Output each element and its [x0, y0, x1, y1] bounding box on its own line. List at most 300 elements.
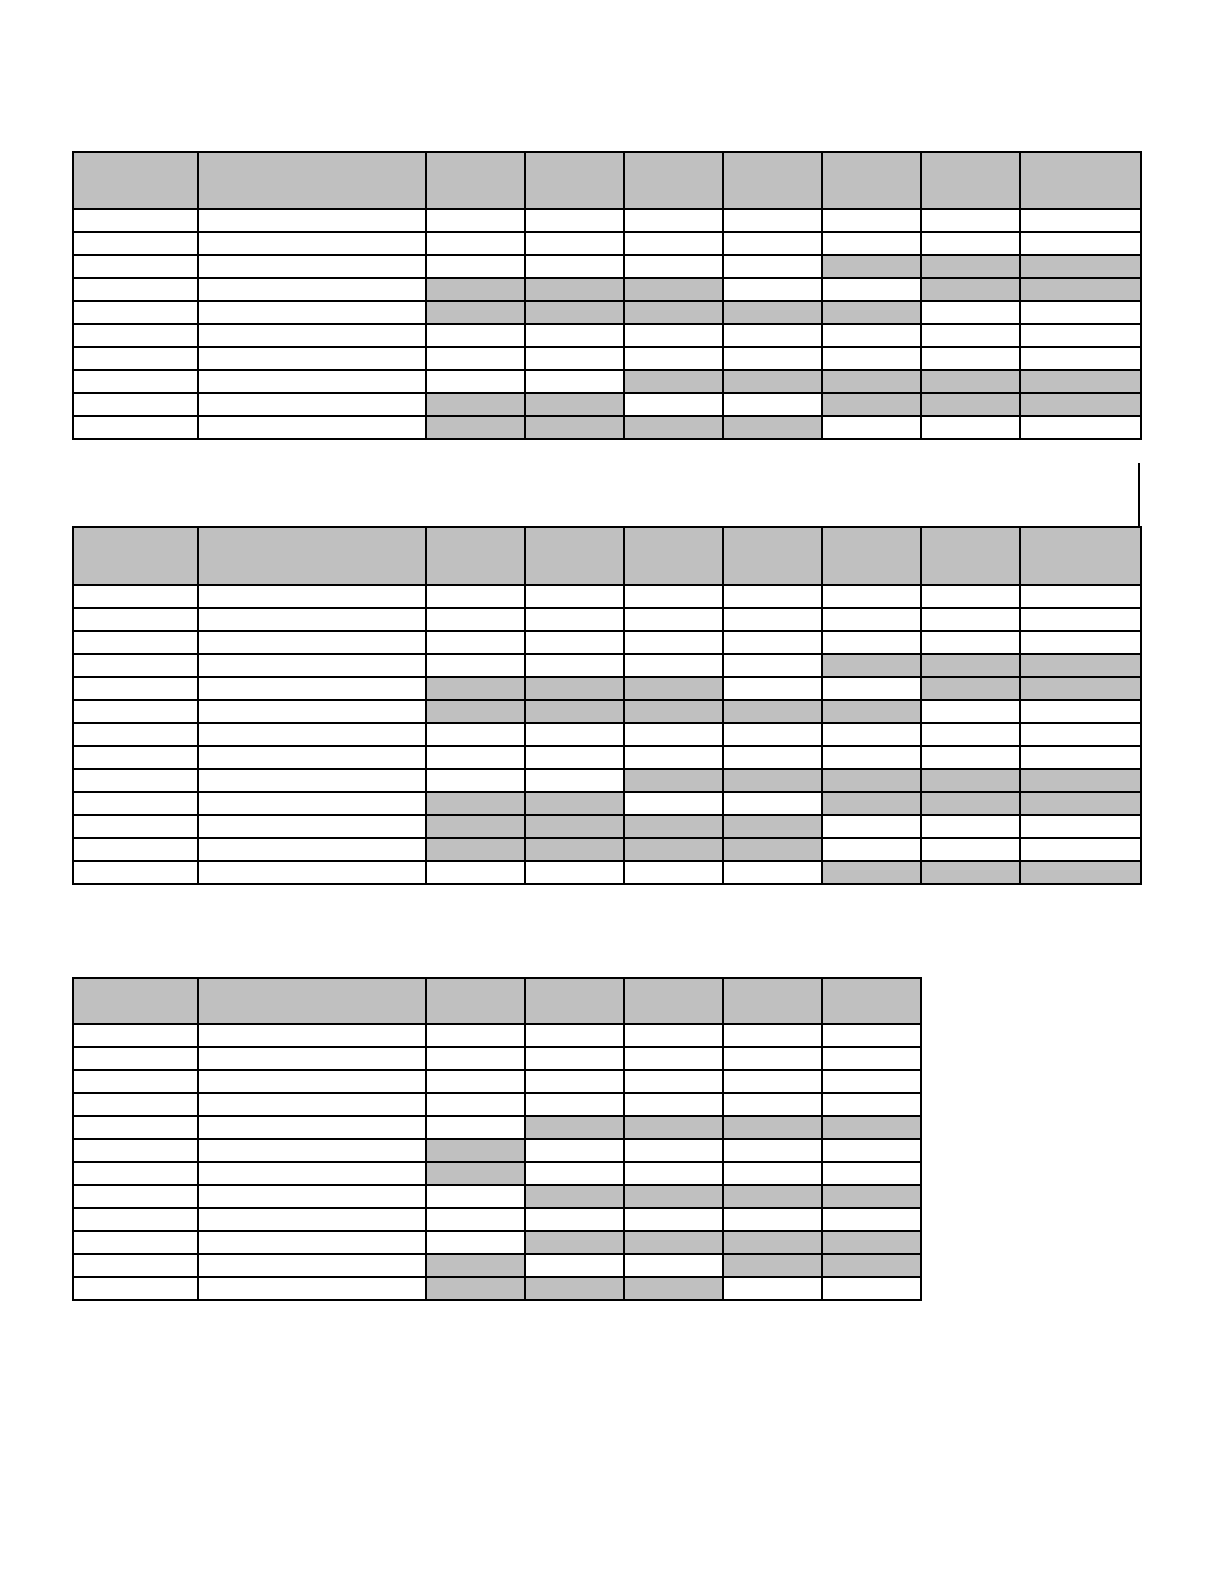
name-cell[interactable] — [198, 723, 426, 746]
blank-cell[interactable] — [822, 278, 921, 301]
shaded-cell[interactable] — [822, 654, 921, 677]
blank-cell[interactable] — [822, 838, 921, 861]
blank-cell[interactable] — [723, 232, 822, 255]
shaded-cell[interactable] — [822, 1116, 921, 1139]
blank-cell[interactable] — [723, 1277, 822, 1300]
shaded-cell[interactable] — [921, 677, 1020, 700]
blank-cell[interactable] — [426, 370, 525, 393]
blank-cell[interactable] — [921, 746, 1020, 769]
blank-cell[interactable] — [624, 393, 723, 416]
id-cell[interactable] — [73, 1070, 198, 1093]
blank-cell[interactable] — [624, 723, 723, 746]
shaded-cell[interactable] — [822, 792, 921, 815]
shaded-cell[interactable] — [822, 255, 921, 278]
blank-cell[interactable] — [426, 1070, 525, 1093]
shaded-cell[interactable] — [426, 677, 525, 700]
blank-cell[interactable] — [525, 1139, 624, 1162]
blank-cell[interactable] — [426, 769, 525, 792]
blank-cell[interactable] — [426, 1047, 525, 1070]
blank-cell[interactable] — [426, 1024, 525, 1047]
blank-cell[interactable] — [723, 347, 822, 370]
blank-cell[interactable] — [426, 1116, 525, 1139]
shaded-cell[interactable] — [822, 393, 921, 416]
name-cell[interactable] — [198, 700, 426, 723]
shaded-cell[interactable] — [525, 1116, 624, 1139]
name-cell[interactable] — [198, 608, 426, 631]
id-cell[interactable] — [73, 815, 198, 838]
blank-cell[interactable] — [723, 1047, 822, 1070]
blank-cell[interactable] — [525, 1162, 624, 1185]
blank-cell[interactable] — [426, 1185, 525, 1208]
blank-cell[interactable] — [1020, 631, 1141, 654]
id-cell[interactable] — [73, 324, 198, 347]
shaded-cell[interactable] — [624, 1185, 723, 1208]
name-cell[interactable] — [198, 815, 426, 838]
id-cell[interactable] — [73, 1162, 198, 1185]
blank-cell[interactable] — [1020, 347, 1141, 370]
shaded-cell[interactable] — [1020, 654, 1141, 677]
shaded-cell[interactable] — [723, 1116, 822, 1139]
blank-cell[interactable] — [822, 1047, 921, 1070]
blank-cell[interactable] — [723, 1162, 822, 1185]
shaded-cell[interactable] — [624, 1231, 723, 1254]
shaded-cell[interactable] — [525, 815, 624, 838]
blank-cell[interactable] — [1020, 746, 1141, 769]
blank-cell[interactable] — [624, 1254, 723, 1277]
id-cell[interactable] — [73, 278, 198, 301]
name-cell[interactable] — [198, 416, 426, 439]
name-cell[interactable] — [198, 585, 426, 608]
blank-cell[interactable] — [426, 654, 525, 677]
blank-cell[interactable] — [822, 1070, 921, 1093]
blank-cell[interactable] — [525, 1047, 624, 1070]
blank-cell[interactable] — [822, 608, 921, 631]
header-cell — [73, 527, 198, 585]
shaded-cell[interactable] — [723, 370, 822, 393]
blank-cell[interactable] — [624, 746, 723, 769]
shaded-cell[interactable] — [525, 1277, 624, 1300]
shaded-cell[interactable] — [624, 677, 723, 700]
name-cell[interactable] — [198, 1024, 426, 1047]
blank-cell[interactable] — [1020, 838, 1141, 861]
id-cell[interactable] — [73, 347, 198, 370]
shaded-cell[interactable] — [426, 393, 525, 416]
shaded-cell[interactable] — [723, 301, 822, 324]
blank-cell[interactable] — [723, 585, 822, 608]
blank-cell[interactable] — [822, 1277, 921, 1300]
shaded-cell[interactable] — [525, 1231, 624, 1254]
name-cell[interactable] — [198, 232, 426, 255]
id-cell[interactable] — [73, 1139, 198, 1162]
name-cell[interactable] — [198, 301, 426, 324]
blank-cell[interactable] — [426, 631, 525, 654]
blank-cell[interactable] — [1020, 608, 1141, 631]
blank-cell[interactable] — [624, 1093, 723, 1116]
blank-cell[interactable] — [921, 301, 1020, 324]
shaded-cell[interactable] — [624, 838, 723, 861]
shaded-cell[interactable] — [426, 1162, 525, 1185]
shaded-cell[interactable] — [624, 700, 723, 723]
blank-cell[interactable] — [723, 654, 822, 677]
shaded-cell[interactable] — [921, 769, 1020, 792]
blank-cell[interactable] — [921, 838, 1020, 861]
blank-cell[interactable] — [822, 1139, 921, 1162]
shaded-cell[interactable] — [1020, 769, 1141, 792]
name-cell[interactable] — [198, 1185, 426, 1208]
name-cell[interactable] — [198, 746, 426, 769]
blank-cell[interactable] — [822, 1208, 921, 1231]
name-cell[interactable] — [198, 1208, 426, 1231]
id-cell[interactable] — [73, 1047, 198, 1070]
header-cell — [624, 152, 723, 209]
shaded-cell[interactable] — [822, 1231, 921, 1254]
blank-cell[interactable] — [426, 255, 525, 278]
id-cell[interactable] — [73, 746, 198, 769]
shaded-cell[interactable] — [624, 278, 723, 301]
id-cell[interactable] — [73, 700, 198, 723]
blank-cell[interactable] — [624, 324, 723, 347]
blank-cell[interactable] — [723, 1093, 822, 1116]
shaded-cell[interactable] — [426, 1277, 525, 1300]
shaded-cell[interactable] — [921, 792, 1020, 815]
shaded-cell[interactable] — [723, 700, 822, 723]
blank-cell[interactable] — [822, 1162, 921, 1185]
shaded-cell[interactable] — [525, 416, 624, 439]
id-cell[interactable] — [73, 255, 198, 278]
blank-cell[interactable] — [525, 1208, 624, 1231]
shaded-cell[interactable] — [723, 838, 822, 861]
blank-cell[interactable] — [624, 861, 723, 884]
blank-cell[interactable] — [723, 1208, 822, 1231]
shaded-cell[interactable] — [921, 861, 1020, 884]
shaded-cell[interactable] — [525, 301, 624, 324]
shaded-cell[interactable] — [822, 700, 921, 723]
blank-cell[interactable] — [723, 1024, 822, 1047]
shaded-cell[interactable] — [1020, 278, 1141, 301]
blank-cell[interactable] — [426, 585, 525, 608]
header-cell — [73, 978, 198, 1024]
name-cell[interactable] — [198, 393, 426, 416]
blank-cell[interactable] — [525, 255, 624, 278]
blank-cell[interactable] — [921, 608, 1020, 631]
shaded-cell[interactable] — [1020, 393, 1141, 416]
blank-cell[interactable] — [426, 1231, 525, 1254]
blank-cell[interactable] — [624, 1208, 723, 1231]
id-cell[interactable] — [73, 370, 198, 393]
id-cell[interactable] — [73, 1024, 198, 1047]
blank-cell[interactable] — [723, 723, 822, 746]
blank-cell[interactable] — [624, 792, 723, 815]
shaded-cell[interactable] — [426, 815, 525, 838]
shaded-cell[interactable] — [426, 1139, 525, 1162]
id-cell[interactable] — [73, 209, 198, 232]
id-cell[interactable] — [73, 416, 198, 439]
blank-cell[interactable] — [624, 585, 723, 608]
name-cell[interactable] — [198, 1070, 426, 1093]
blank-cell[interactable] — [921, 347, 1020, 370]
id-cell[interactable] — [73, 301, 198, 324]
name-cell[interactable] — [198, 1162, 426, 1185]
name-cell[interactable] — [198, 838, 426, 861]
blank-cell[interactable] — [921, 585, 1020, 608]
name-cell[interactable] — [198, 278, 426, 301]
id-cell[interactable] — [73, 654, 198, 677]
blank-cell[interactable] — [525, 209, 624, 232]
shaded-cell[interactable] — [921, 278, 1020, 301]
blank-cell[interactable] — [525, 608, 624, 631]
blank-cell[interactable] — [921, 232, 1020, 255]
blank-cell[interactable] — [426, 723, 525, 746]
table-row — [73, 1116, 921, 1139]
shaded-cell[interactable] — [525, 278, 624, 301]
blank-cell[interactable] — [525, 654, 624, 677]
id-cell[interactable] — [73, 838, 198, 861]
shaded-cell[interactable] — [723, 815, 822, 838]
shaded-cell[interactable] — [921, 255, 1020, 278]
blank-cell[interactable] — [822, 815, 921, 838]
blank-cell[interactable] — [723, 324, 822, 347]
blank-cell[interactable] — [822, 347, 921, 370]
shaded-cell[interactable] — [822, 1254, 921, 1277]
blank-cell[interactable] — [525, 631, 624, 654]
blank-cell[interactable] — [624, 209, 723, 232]
shaded-cell[interactable] — [822, 861, 921, 884]
shaded-cell[interactable] — [921, 370, 1020, 393]
shaded-cell[interactable] — [525, 677, 624, 700]
blank-cell[interactable] — [525, 585, 624, 608]
table-row — [73, 769, 1141, 792]
blank-cell[interactable] — [624, 608, 723, 631]
name-cell[interactable] — [198, 1093, 426, 1116]
blank-cell[interactable] — [624, 255, 723, 278]
id-cell[interactable] — [73, 861, 198, 884]
blank-cell[interactable] — [921, 700, 1020, 723]
shaded-cell[interactable] — [921, 393, 1020, 416]
blank-cell[interactable] — [525, 324, 624, 347]
blank-cell[interactable] — [426, 232, 525, 255]
shaded-cell[interactable] — [624, 1116, 723, 1139]
shaded-cell[interactable] — [426, 700, 525, 723]
name-cell[interactable] — [198, 324, 426, 347]
blank-cell[interactable] — [525, 1024, 624, 1047]
blank-cell[interactable] — [723, 278, 822, 301]
table-row — [73, 1231, 921, 1254]
blank-cell[interactable] — [1020, 815, 1141, 838]
blank-cell[interactable] — [822, 1093, 921, 1116]
blank-cell[interactable] — [723, 792, 822, 815]
id-cell[interactable] — [73, 608, 198, 631]
id-cell[interactable] — [73, 792, 198, 815]
name-cell[interactable] — [198, 255, 426, 278]
name-cell[interactable] — [198, 769, 426, 792]
name-cell[interactable] — [198, 1116, 426, 1139]
blank-cell[interactable] — [822, 1024, 921, 1047]
blank-cell[interactable] — [525, 769, 624, 792]
shaded-cell[interactable] — [624, 1277, 723, 1300]
blank-cell[interactable] — [525, 232, 624, 255]
blank-cell[interactable] — [921, 815, 1020, 838]
blank-cell[interactable] — [822, 746, 921, 769]
shaded-cell[interactable] — [822, 769, 921, 792]
name-cell[interactable] — [198, 1139, 426, 1162]
name-cell[interactable] — [198, 677, 426, 700]
name-cell[interactable] — [198, 792, 426, 815]
blank-cell[interactable] — [723, 209, 822, 232]
blank-cell[interactable] — [525, 1093, 624, 1116]
blank-cell[interactable] — [822, 209, 921, 232]
shaded-cell[interactable] — [1020, 677, 1141, 700]
header-cell — [1020, 152, 1141, 209]
blank-cell[interactable] — [426, 209, 525, 232]
blank-cell[interactable] — [822, 416, 921, 439]
shaded-cell[interactable] — [426, 1254, 525, 1277]
blank-cell[interactable] — [426, 746, 525, 769]
blank-cell[interactable] — [525, 723, 624, 746]
id-cell[interactable] — [73, 1254, 198, 1277]
shaded-cell[interactable] — [525, 838, 624, 861]
blank-cell[interactable] — [723, 631, 822, 654]
blank-cell[interactable] — [723, 255, 822, 278]
blank-cell[interactable] — [525, 861, 624, 884]
id-cell[interactable] — [73, 393, 198, 416]
name-cell[interactable] — [198, 861, 426, 884]
id-cell[interactable] — [73, 1231, 198, 1254]
blank-cell[interactable] — [1020, 324, 1141, 347]
blank-cell[interactable] — [822, 631, 921, 654]
blank-cell[interactable] — [1020, 416, 1141, 439]
blank-cell[interactable] — [723, 746, 822, 769]
shaded-cell[interactable] — [525, 393, 624, 416]
blank-cell[interactable] — [525, 746, 624, 769]
blank-cell[interactable] — [1020, 232, 1141, 255]
shaded-cell[interactable] — [822, 301, 921, 324]
shaded-cell[interactable] — [624, 370, 723, 393]
blank-cell[interactable] — [426, 861, 525, 884]
blank-cell[interactable] — [624, 631, 723, 654]
blank-cell[interactable] — [1020, 209, 1141, 232]
blank-cell[interactable] — [723, 393, 822, 416]
blank-cell[interactable] — [624, 1162, 723, 1185]
id-cell[interactable] — [73, 769, 198, 792]
blank-cell[interactable] — [1020, 301, 1141, 324]
shaded-cell[interactable] — [624, 815, 723, 838]
id-cell[interactable] — [73, 1277, 198, 1300]
blank-cell[interactable] — [921, 416, 1020, 439]
shaded-cell[interactable] — [525, 792, 624, 815]
shaded-cell[interactable] — [426, 416, 525, 439]
shaded-cell[interactable] — [426, 838, 525, 861]
blank-cell[interactable] — [921, 723, 1020, 746]
blank-cell[interactable] — [624, 1047, 723, 1070]
blank-cell[interactable] — [822, 723, 921, 746]
shaded-cell[interactable] — [1020, 370, 1141, 393]
blank-cell[interactable] — [624, 654, 723, 677]
blank-cell[interactable] — [624, 1070, 723, 1093]
blank-cell[interactable] — [822, 677, 921, 700]
id-cell[interactable] — [73, 232, 198, 255]
blank-cell[interactable] — [624, 347, 723, 370]
blank-cell[interactable] — [822, 585, 921, 608]
blank-cell[interactable] — [921, 631, 1020, 654]
shaded-cell[interactable] — [723, 1254, 822, 1277]
shaded-cell[interactable] — [1020, 255, 1141, 278]
blank-cell[interactable] — [426, 608, 525, 631]
blank-cell[interactable] — [426, 1093, 525, 1116]
shaded-cell[interactable] — [426, 301, 525, 324]
blank-cell[interactable] — [624, 1139, 723, 1162]
blank-cell[interactable] — [822, 232, 921, 255]
id-cell[interactable] — [73, 631, 198, 654]
blank-cell[interactable] — [525, 370, 624, 393]
blank-cell[interactable] — [624, 232, 723, 255]
shaded-cell[interactable] — [426, 278, 525, 301]
id-cell[interactable] — [73, 1208, 198, 1231]
shaded-cell[interactable] — [1020, 861, 1141, 884]
shaded-cell[interactable] — [624, 769, 723, 792]
blank-cell[interactable] — [426, 324, 525, 347]
id-cell[interactable] — [73, 1116, 198, 1139]
name-cell[interactable] — [198, 370, 426, 393]
shaded-cell[interactable] — [822, 1185, 921, 1208]
id-cell[interactable] — [73, 723, 198, 746]
shaded-cell[interactable] — [525, 1185, 624, 1208]
blank-cell[interactable] — [525, 1254, 624, 1277]
id-cell[interactable] — [73, 1185, 198, 1208]
shaded-cell[interactable] — [1020, 792, 1141, 815]
blank-cell[interactable] — [426, 347, 525, 370]
name-cell[interactable] — [198, 347, 426, 370]
name-cell[interactable] — [198, 209, 426, 232]
blank-cell[interactable] — [822, 324, 921, 347]
blank-cell[interactable] — [426, 1208, 525, 1231]
id-cell[interactable] — [73, 585, 198, 608]
shaded-cell[interactable] — [723, 769, 822, 792]
blank-cell[interactable] — [1020, 700, 1141, 723]
name-cell[interactable] — [198, 1277, 426, 1300]
shaded-cell[interactable] — [624, 301, 723, 324]
table-row — [73, 1070, 921, 1093]
blank-cell[interactable] — [1020, 723, 1141, 746]
blank-cell[interactable] — [525, 1070, 624, 1093]
blank-cell[interactable] — [525, 347, 624, 370]
blank-cell[interactable] — [723, 608, 822, 631]
shaded-cell[interactable] — [822, 370, 921, 393]
shaded-cell[interactable] — [426, 792, 525, 815]
shaded-cell[interactable] — [624, 416, 723, 439]
name-cell[interactable] — [198, 1231, 426, 1254]
blank-cell[interactable] — [1020, 585, 1141, 608]
blank-cell[interactable] — [624, 1024, 723, 1047]
shaded-cell[interactable] — [723, 1185, 822, 1208]
id-cell[interactable] — [73, 677, 198, 700]
shaded-cell[interactable] — [525, 700, 624, 723]
blank-cell[interactable] — [921, 209, 1020, 232]
blank-cell[interactable] — [723, 1070, 822, 1093]
name-cell[interactable] — [198, 1254, 426, 1277]
shaded-cell[interactable] — [723, 1231, 822, 1254]
table-row — [73, 815, 1141, 838]
blank-cell[interactable] — [723, 1139, 822, 1162]
blank-cell[interactable] — [723, 677, 822, 700]
shaded-cell[interactable] — [921, 654, 1020, 677]
name-cell[interactable] — [198, 631, 426, 654]
blank-cell[interactable] — [723, 861, 822, 884]
name-cell[interactable] — [198, 654, 426, 677]
id-cell[interactable] — [73, 1093, 198, 1116]
name-cell[interactable] — [198, 1047, 426, 1070]
blank-cell[interactable] — [921, 324, 1020, 347]
shaded-cell[interactable] — [723, 416, 822, 439]
